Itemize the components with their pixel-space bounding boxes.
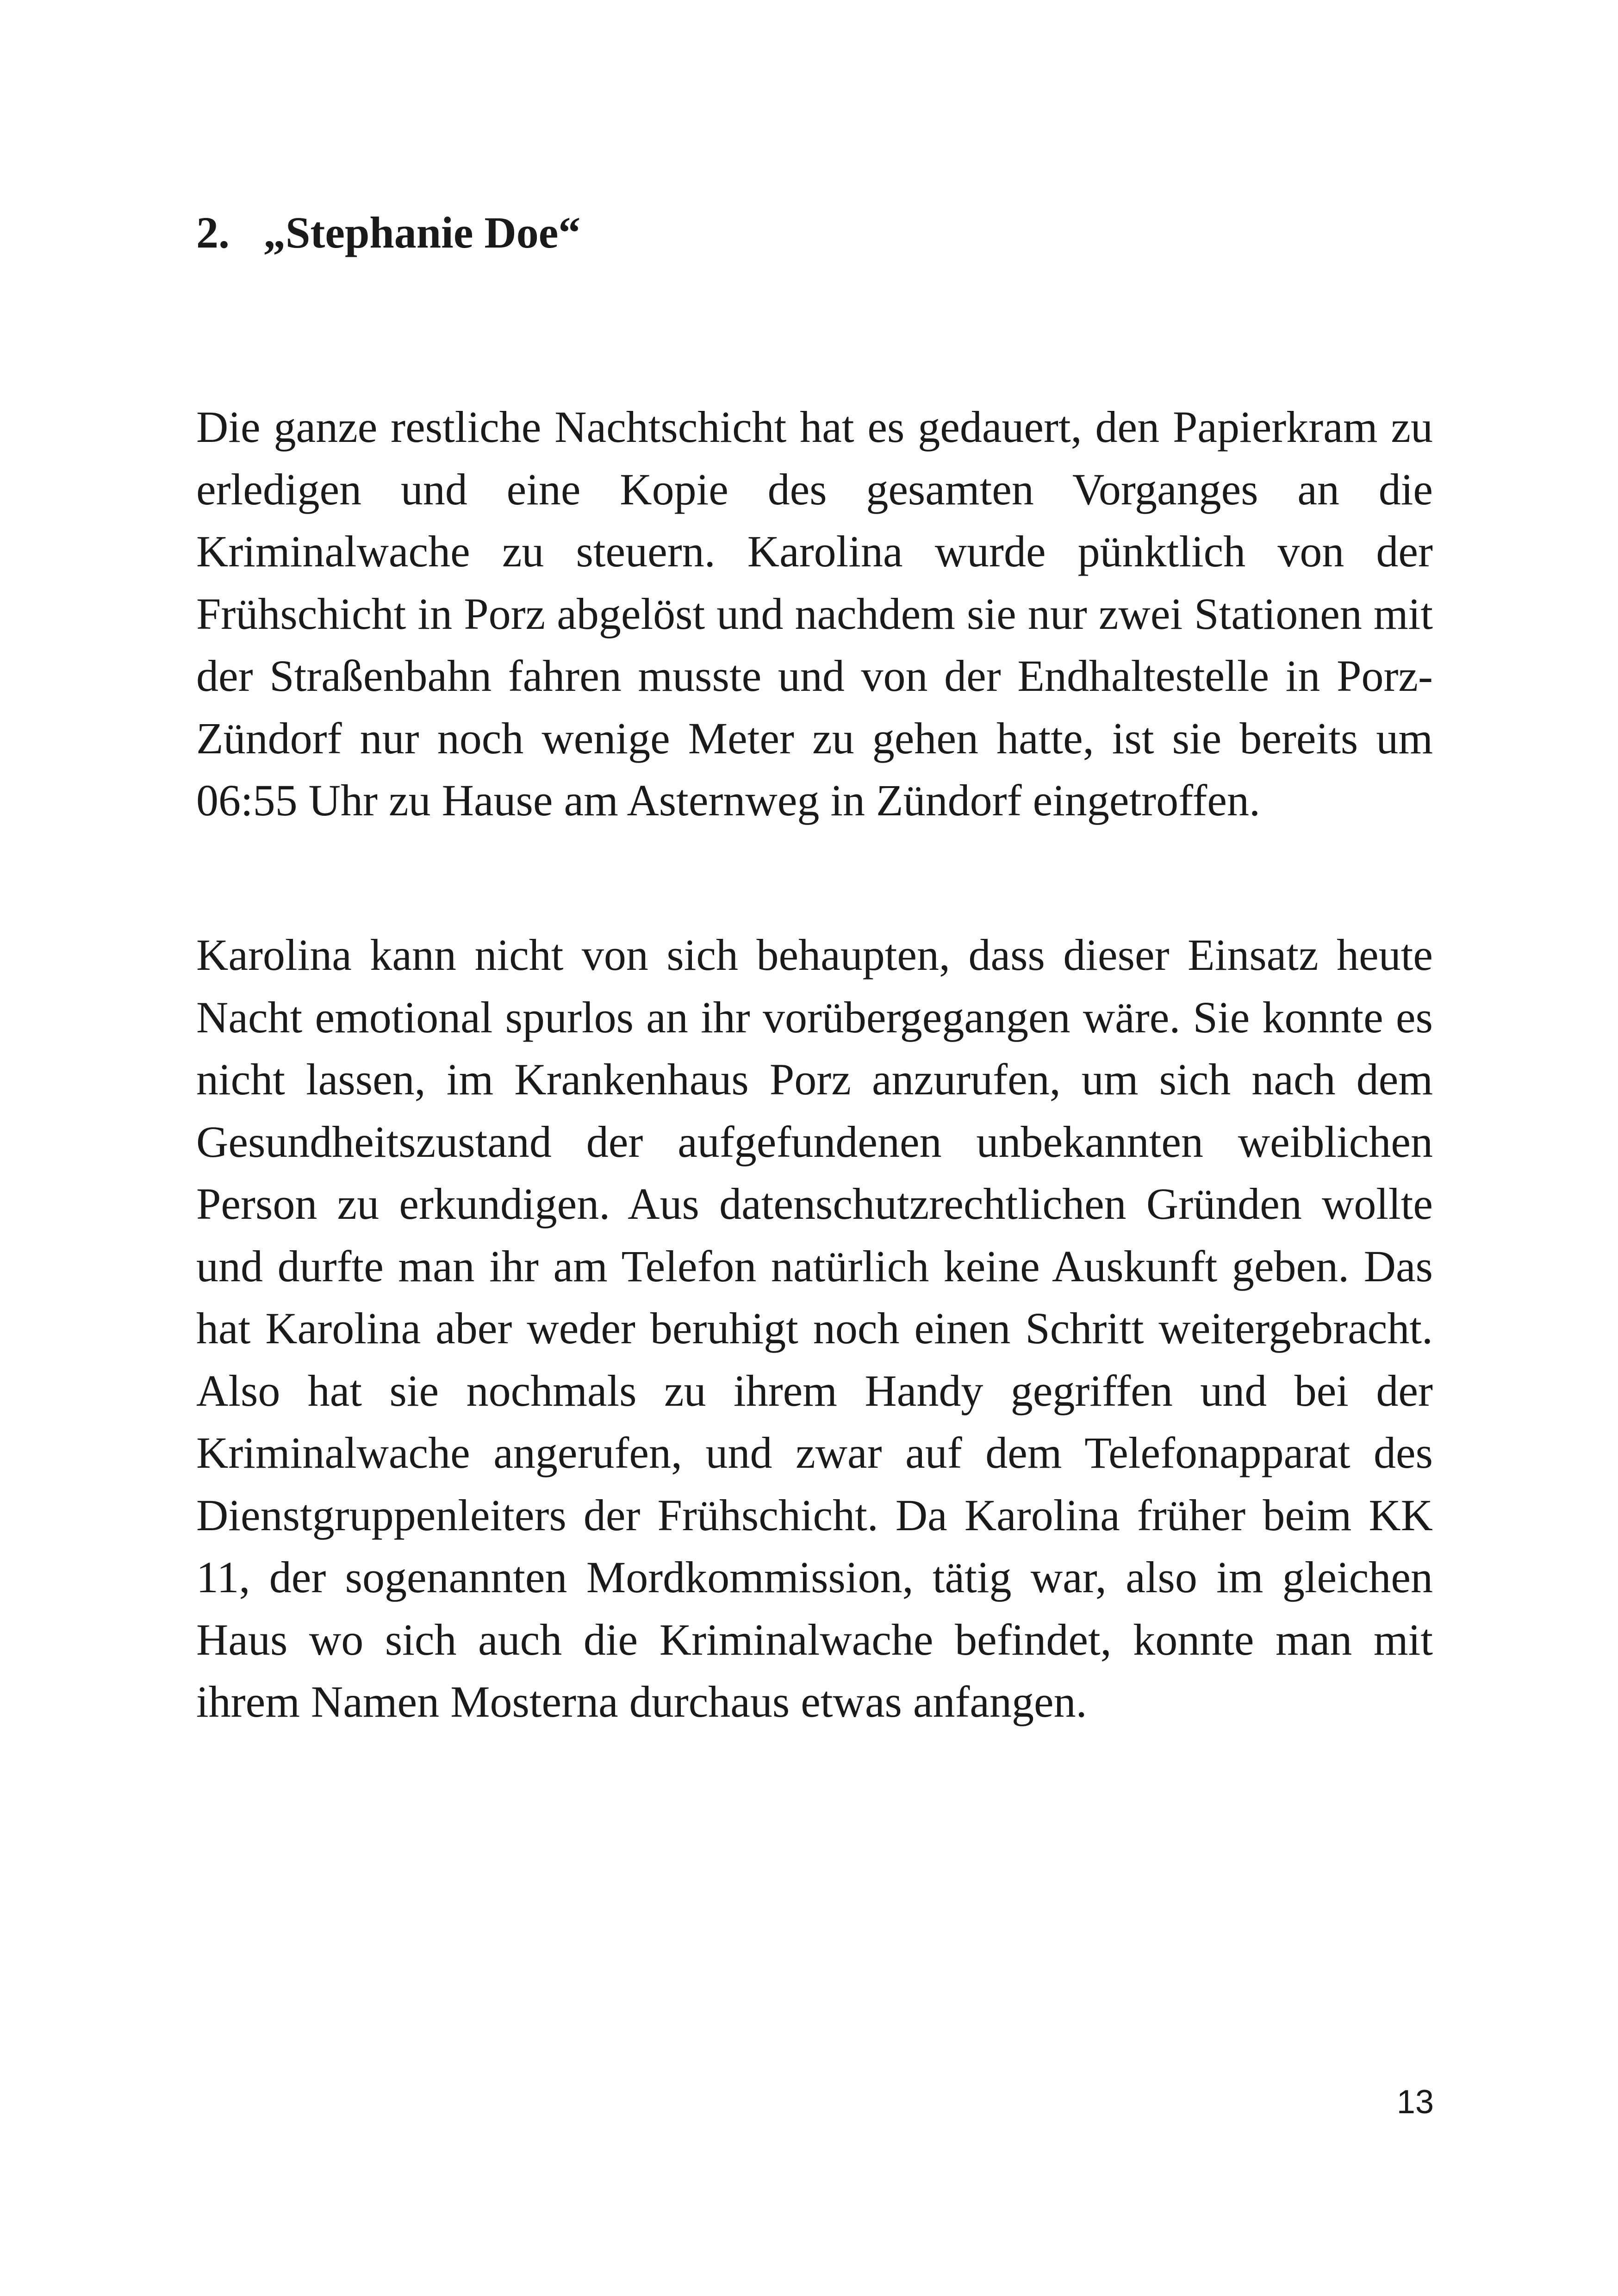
paragraph-2: Karolina kann nicht von sich behaupten, dass dieser Einsatz heute Nacht emotional spurlos an ihr vorübergegangen wäre. Sie konnte es nicht lassen, im Krankenhaus Porz anzurufen, um sich nach dem Gesundheitszustand der aufgefundenen unbekannten weiblichen Person zu erkundigen. Aus datenschutzrechtlichen Gründen wollte und durfte man ihr am Telefon natürlich keine Auskunft geben. Das hat Karolina aber weder beruhigt noch einen Schritt weitergebracht. Also hat sie nochmals zu ihrem Handy gegriffen und bei der Kriminalwache angerufen, und zwar auf dem Telefonapparat des Dienstgruppenleiters der Frühschicht. Da Karolina früher beim KK 11, der sogenannten Mordkommission, tätig war, also im gleichen Haus wo sich auch die Kriminalwache befindet, konnte man mit ihrem Namen Mosterna durchaus etwas anfangen. [196, 930, 1433, 1726]
chapter-heading [196, 208, 581, 257]
paragraph-1: Die ganze restliche Nachtschicht hat es gedauert, den Papierkram zu erledigen und eine Kopie des gesamten Vorganges an die Kriminalwache zu steuern. Karolina wurde pünktlich von der Frühschicht in Porz abgelöst und nachdem sie nur zwei Stationen mit der Straßenbahn fahren musste und von der Endhaltestelle in Porz-Zündorf nur noch wenige Meter zu gehen hatte, ist sie bereits um 06:55 Uhr zu Hause am Asternweg in Zündorf eingetroffen. [196, 402, 1433, 825]
chapter-title: „Stephanie Doe“ [263, 208, 581, 257]
page-number: 13 [1396, 2084, 1434, 2121]
chapter-number: 2. [196, 208, 230, 257]
